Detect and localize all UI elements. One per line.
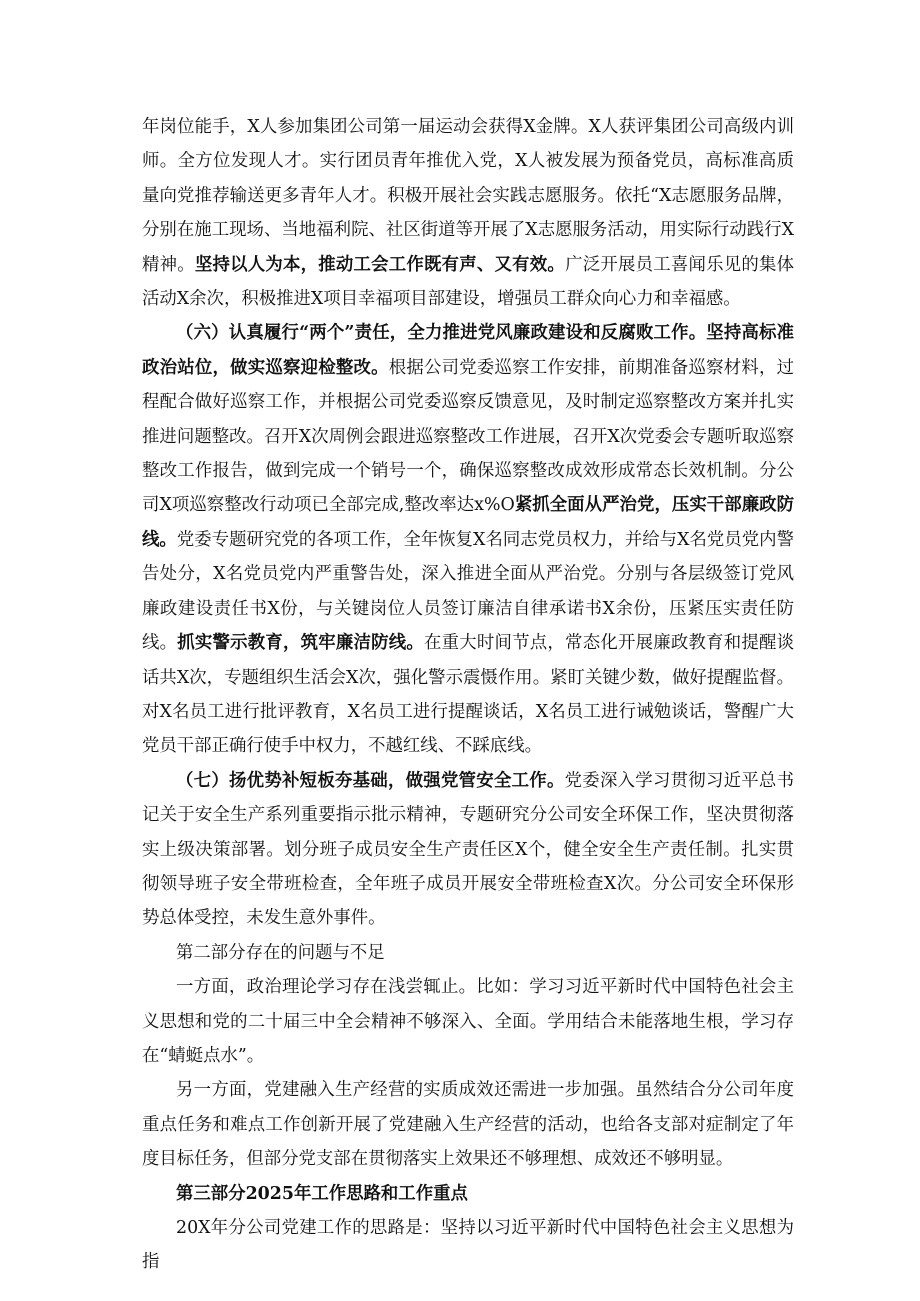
document-page: [142, 110, 794, 1280]
bold-heading-union-work: 坚持以人为本，推动工会工作既有声、又有效。: [194, 254, 566, 275]
bold-heading-warning-education: 抓实警示教育，筑牢廉洁防线。: [177, 633, 425, 654]
bold-heading-section-6: （六）认真履行“两个”责任，全力推进党风廉政建设和反腐败工作。坚持高标准政治站位，做实巡察迎检整改。: [142, 323, 794, 378]
paragraph-text: 在重大时间节点，常态化开展廉政教育和提醒谈话共X次，专题组织生活会X次，强化警示震慑作用。紧盯关键少数，做好提醒监督。对X名员工进行批评教育，X名员工进行提醒谈话，X名员工进行诫勉谈话，警醒广大党员干部正确行使手中权力，不越红线、不踩底线。: [142, 633, 794, 757]
paragraph-text: 党委深入学习贯彻习近平总书记关于安全生产系列重要指示批示精神，专题研究分公司安全环保工作，坚决贯彻落实上级决策部署。划分班子成员安全生产责任区X个，健全安全生产责任制。扎实贯彻领导班子安全带班检查，全年班子成员开展安全带班检查X次。分公司安全环保形势总体受控，未发生意外事件。: [142, 770, 794, 929]
bold-heading-section-7: （七）扬优势补短板夯基础，做强党管安全工作。: [176, 770, 565, 791]
paragraph-problem-2: 另一方面，党建融入生产经营的实质成效还需进一步加强。虽然结合分公司年度重点任务和难点工作创新开展了党建融入生产经营的活动，也给各支部对症制定了年度目标任务，但部分党支部在贯彻落实上效果还不够理想、成效还不够明显。: [142, 1080, 794, 1170]
paragraph-text: 根据公司党委巡察工作安排，前期准备巡察材料，过程配合做好巡察工作，并根据公司党委巡察反馈意见，及时制定巡察整改方案并扎实推进问题整改。召开X次周例会跟进巡察整改工作进展，召开X次党委会专题听取巡察整改工作报告，做到完成一个销号一个，确保巡察整改成效形成常态长效机制。分公司X项巡察整改行动项已全部完成,整改率达x%O: [142, 357, 794, 516]
paragraph-text: 广泛开展员工喜闻乐见的集体活动X余次，积极推进X项目幸福项目部建设，增强员工群众向心力和幸福感。: [142, 254, 794, 310]
section-heading-part-3: 第三部分2025年工作思路和工作重点: [176, 1183, 468, 1204]
paragraph-text: 党委专题研究党的各项工作，全年恢复X名同志党员权力，并给与X名党员党内警告处分，X名党员党内严重警告处，深入推进全面从严治党。分别与各层级签订党风廉政建设责任书X份，与关键岗位人员签订廉洁自律承诺书X余份，压紧压实责任防线。: [142, 529, 794, 654]
paragraph-problem-1: 一方面，政治理论学习存在浅尝辄止。比如：学习习近平新时代中国特色社会主义思想和党的二十届三中全会精神不够深入、全面。学用结合未能落地生根，学习存在“蜻蜓点水”。: [142, 977, 794, 1066]
paragraph-talent-volunteer: [142, 110, 794, 316]
section-heading-part-2: 第二部分存在的问题与不足: [176, 942, 385, 963]
bold-heading-strict-governance: 紧抓全面从严治党，压实干部廉政防线。: [142, 495, 794, 550]
paragraph-section-6: [142, 316, 794, 763]
paragraph-text: 年岗位能手，X人参加集团公司第一届运动会获得X金牌。X人获评集团公司高级内训师。全方位发现人才。实行团员青年推优入党，X人被发展为预备党员，高标准高质量向党推荐输送更多青年人才。积极开展社会实践志愿服务。依托“X志愿服务品牌，分别在施工现场、当地福利院、社区街道等开展了X志愿服务活动，用实际行动践行X精神。: [142, 117, 794, 275]
paragraph-plan: 20X年分公司党建工作的思路是：坚持以习近平新时代中国特色社会主义思想为指: [142, 1218, 794, 1273]
paragraph-section-7: [142, 764, 794, 936]
